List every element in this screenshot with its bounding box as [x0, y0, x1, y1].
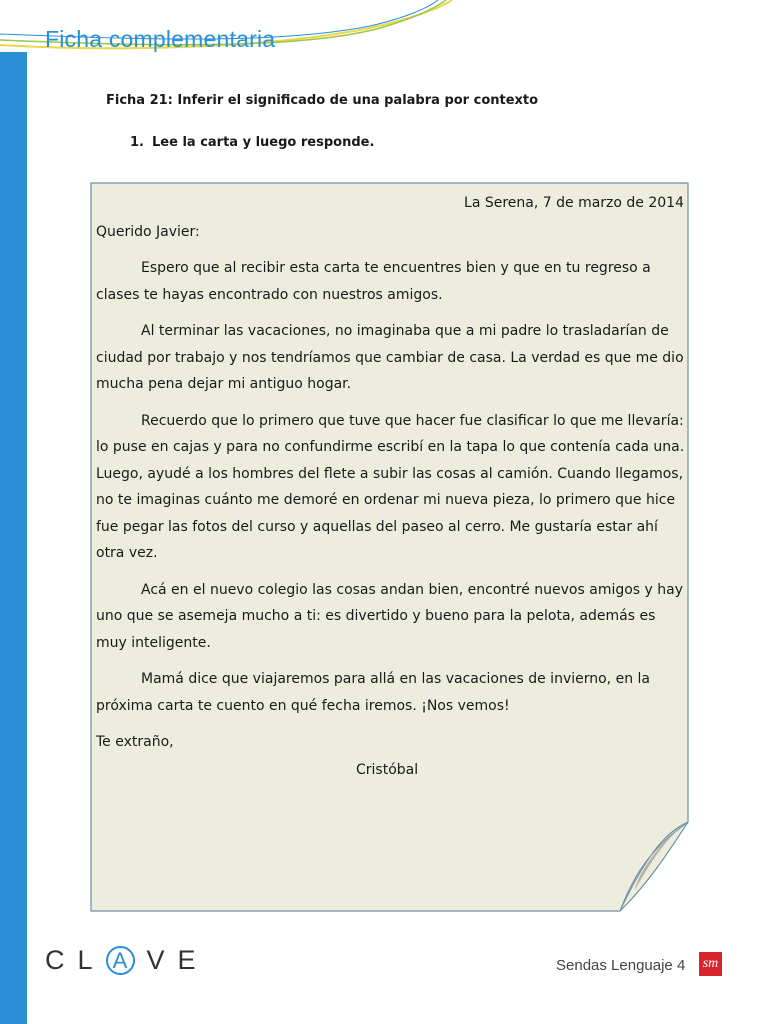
letter-body — [96, 190, 686, 783]
letter-date: La Serena, 7 de marzo de 2014 — [464, 195, 684, 211]
letter-paragraph: Al terminar las vacaciones, no imaginaba que a mi padre lo trasladarían de ciudad por trabajo y nos tendríamos que cambiar de casa. La verdad es que me dio mucha pena dejar mi antiguo hogar. — [96, 323, 684, 392]
header-title: Ficha complementaria — [45, 26, 276, 52]
left-accent-bar — [0, 52, 27, 1024]
instruction-text: Lee la carta y luego responde. — [152, 135, 375, 150]
logo-text-end: VE — [146, 945, 209, 975]
logo-text-start: CL — [45, 945, 106, 975]
letter-signature: Cristóbal — [356, 761, 419, 778]
letter-paragraph: Mamá dice que viajaremos para allá en las vacaciones de invierno, en la próxima carta te cuento en qué fecha iremos. ¡Nos vemos! — [96, 671, 650, 714]
instruction-number: 1. — [130, 135, 144, 150]
clave-logo — [45, 945, 209, 976]
letter-closing: Te extraño, — [96, 734, 174, 750]
logo-circle-a-icon: A — [106, 946, 135, 975]
publisher-logo-icon: sm — [699, 952, 722, 976]
series-title: Sendas Lenguaje 4 — [556, 957, 686, 974]
letter-paragraph: Espero que al recibir esta carta te encuentres bien y que en tu regreso a clases te hayas encontrado con nuestros amigos. — [96, 260, 651, 303]
letter-greeting: Querido Javier: — [96, 223, 200, 240]
letter-paragraph: Recuerdo que lo primero que tuve que hacer fue clasificar lo que me llevaría: lo puse en cajas y para no confundirme escribí en la tapa lo que contenía cada una. Luego, ayudé a los hombres del flete a subir las cosas al camión. Cuando llegamos, no te imaginas cuánto me demoré en ordenar mi nueva pieza, lo primero que hice fue pegar las fotos del curso y aquellas del paseo al cerro. Me gustaría estar ahí otra vez. — [96, 412, 685, 561]
instruction — [130, 135, 374, 150]
letter-paragraph: Acá en el nuevo colegio las cosas andan bien, encontré nuevos amigos y hay uno que se asemeja mucho a ti: es divertido y bueno para la pelota, además es muy inteligente. — [96, 581, 684, 651]
worksheet-heading: Ficha 21: Inferir el significado de una palabra por contexto — [106, 93, 539, 108]
